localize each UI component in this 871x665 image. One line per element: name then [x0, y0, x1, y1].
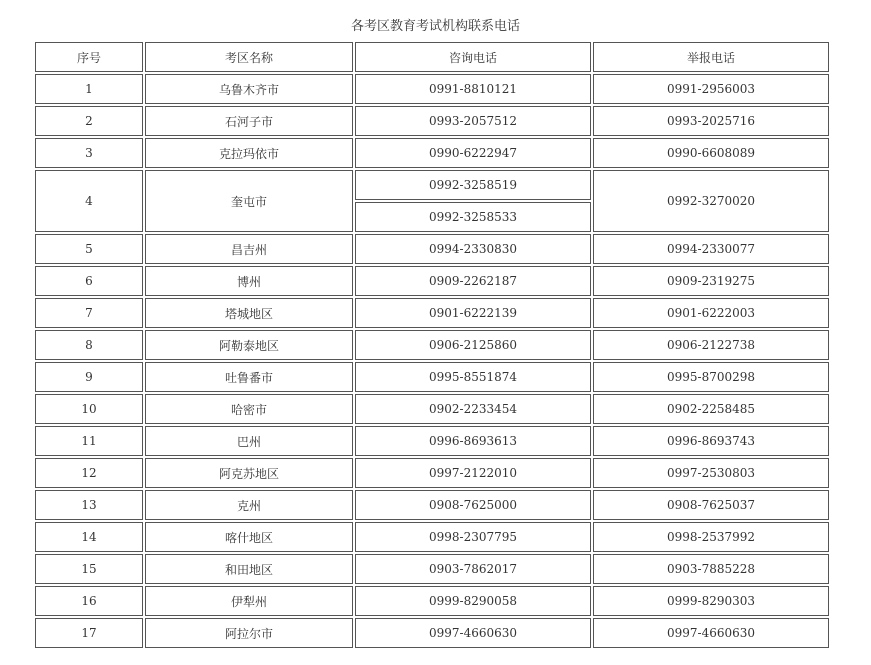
- table-row: [35, 106, 829, 136]
- row-seq: 16: [35, 586, 143, 616]
- row-report-phone: 0908-7625037: [593, 490, 829, 520]
- row-seq: 17: [35, 618, 143, 648]
- row-consult-phone: 0902-2233454: [355, 394, 591, 424]
- row-report-phone: 0990-6608089: [593, 138, 829, 168]
- row-seq: 11: [35, 426, 143, 456]
- row-seq: 4: [35, 170, 143, 232]
- row-seq: 9: [35, 362, 143, 392]
- table-row: [35, 298, 829, 328]
- row-region-name: 乌鲁木齐市: [145, 74, 353, 104]
- header-report-phone: 举报电话: [593, 42, 829, 72]
- row-report-phone: 0902-2258485: [593, 394, 829, 424]
- row-region-name: 喀什地区: [145, 522, 353, 552]
- row-report-phone: 0994-2330077: [593, 234, 829, 264]
- table-row: [35, 138, 829, 168]
- row-region-name: 塔城地区: [145, 298, 353, 328]
- row-seq: 15: [35, 554, 143, 584]
- table-row: [35, 266, 829, 296]
- row-seq: 10: [35, 394, 143, 424]
- row-region-name: 阿克苏地区: [145, 458, 353, 488]
- table-row: [35, 170, 829, 200]
- row-seq: 8: [35, 330, 143, 360]
- row-region-name: 昌吉州: [145, 234, 353, 264]
- row-consult-phone: 0999-8290058: [355, 586, 591, 616]
- row-seq: 5: [35, 234, 143, 264]
- row-seq: 14: [35, 522, 143, 552]
- row-region-name: 哈密市: [145, 394, 353, 424]
- row-report-phone: 0999-8290303: [593, 586, 829, 616]
- table-row: [35, 394, 829, 424]
- row-consult-phone: 0991-8810121: [355, 74, 591, 104]
- row-report-phone: 0997-4660630: [593, 618, 829, 648]
- row-report-phone: 0991-2956003: [593, 74, 829, 104]
- row-seq: 3: [35, 138, 143, 168]
- row-region-name: 阿拉尔市: [145, 618, 353, 648]
- table-row: [35, 554, 829, 584]
- row-region-name: 石河子市: [145, 106, 353, 136]
- row-region-name: 克州: [145, 490, 353, 520]
- table-row: [35, 234, 829, 264]
- table-body: [35, 74, 829, 648]
- row-consult-phone: 0995-8551874: [355, 362, 591, 392]
- row-region-name: 克拉玛依市: [145, 138, 353, 168]
- row-consult-phone: 0906-2125860: [355, 330, 591, 360]
- row-seq: 12: [35, 458, 143, 488]
- row-seq: 2: [35, 106, 143, 136]
- row-consult-phone: 0993-2057512: [355, 106, 591, 136]
- table-caption: 各考区教育考试机构联系电话: [350, 19, 520, 34]
- row-consult-phone: 0908-7625000: [355, 490, 591, 520]
- row-report-phone: 0996-8693743: [593, 426, 829, 456]
- row-consult-phone: 0997-2122010: [355, 458, 591, 488]
- row-report-phone: 0909-2319275: [593, 266, 829, 296]
- row-seq: 7: [35, 298, 143, 328]
- row-consult-phone: 0996-8693613: [355, 426, 591, 456]
- header-region: 考区名称: [145, 42, 353, 72]
- row-consult-phone: 0909-2262187: [355, 266, 591, 296]
- row-consult-phone: 0997-4660630: [355, 618, 591, 648]
- table-row: [35, 458, 829, 488]
- row-region-name: 巴州: [145, 426, 353, 456]
- table-row: [35, 522, 829, 552]
- table-row: [35, 490, 829, 520]
- row-consult-phone: 0903-7862017: [355, 554, 591, 584]
- row-region-name: 博州: [145, 266, 353, 296]
- row-seq: 6: [35, 266, 143, 296]
- row-region-name: 阿勒泰地区: [145, 330, 353, 360]
- row-report-phone: 0906-2122738: [593, 330, 829, 360]
- row-report-phone: 0992-3270020: [593, 170, 829, 232]
- row-report-phone: 0995-8700298: [593, 362, 829, 392]
- row-report-phone: 0993-2025716: [593, 106, 829, 136]
- row-region-name: 伊犁州: [145, 586, 353, 616]
- table-row: [35, 586, 829, 616]
- header-consult-phone: 咨询电话: [355, 42, 591, 72]
- row-region-name: 和田地区: [145, 554, 353, 584]
- table-row: [35, 426, 829, 456]
- row-region-name: 奎屯市: [145, 170, 353, 232]
- row-report-phone: 0997-2530803: [593, 458, 829, 488]
- row-report-phone: 0998-2537992: [593, 522, 829, 552]
- table-row: [35, 362, 829, 392]
- row-report-phone: 0901-6222003: [593, 298, 829, 328]
- table-header-row: [35, 42, 829, 72]
- table-row: [35, 74, 829, 104]
- row-consult-phone: 0901-6222139: [355, 298, 591, 328]
- row-seq: 13: [35, 490, 143, 520]
- row-consult-phone: 0990-6222947: [355, 138, 591, 168]
- row-consult-phone: 0992-3258533: [355, 202, 591, 232]
- row-consult-phone: 0994-2330830: [355, 234, 591, 264]
- row-seq: 1: [35, 74, 143, 104]
- table-row: [35, 618, 829, 648]
- row-consult-phone: 0998-2307795: [355, 522, 591, 552]
- header-seq: 序号: [35, 42, 143, 72]
- contact-table: [33, 40, 831, 650]
- row-report-phone: 0903-7885228: [593, 554, 829, 584]
- table-row: [35, 330, 829, 360]
- row-consult-phone: 0992-3258519: [355, 170, 591, 200]
- row-region-name: 吐鲁番市: [145, 362, 353, 392]
